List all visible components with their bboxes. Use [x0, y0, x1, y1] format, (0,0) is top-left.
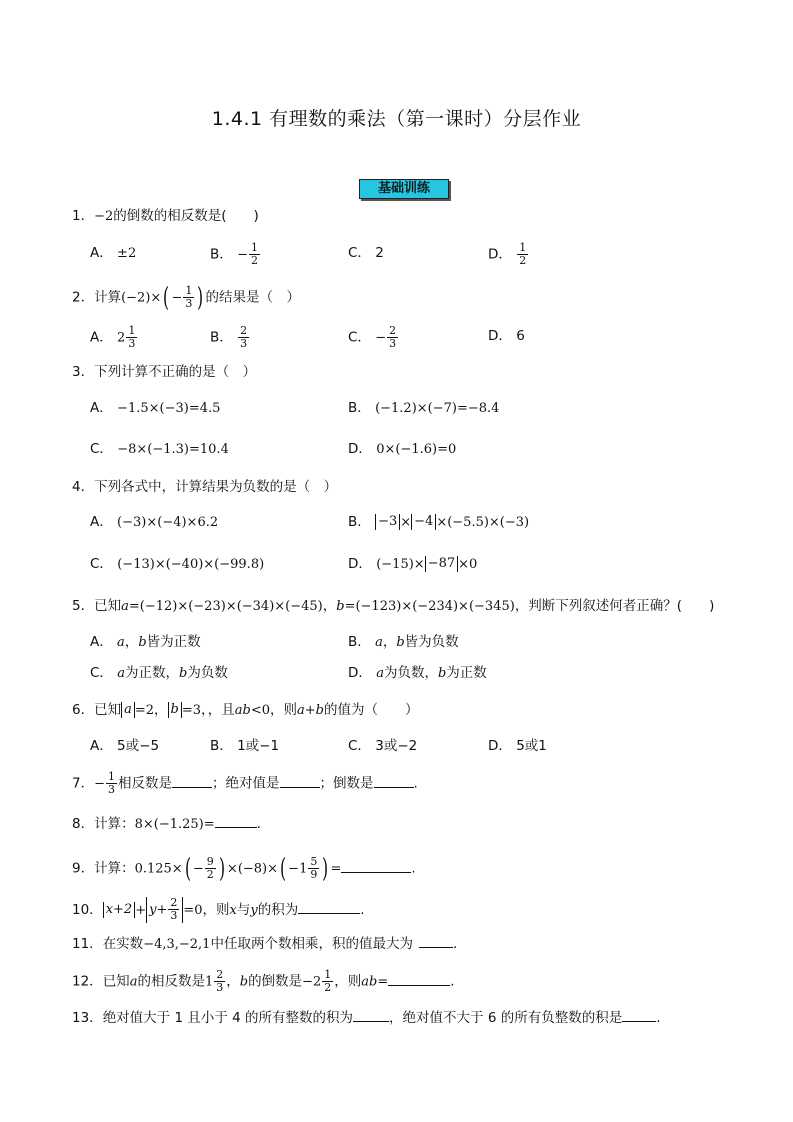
- option-value: (−13)×(−40)×(−99.8): [117, 557, 265, 572]
- answer-blank[interactable]: [172, 773, 212, 788]
- question-text: 中任取两个数相乘，积的值最大为: [210, 936, 413, 952]
- paren-close: ): [322, 853, 329, 884]
- option-value: (−3)×(−4)×6.2: [117, 515, 219, 530]
- variable-a: a: [121, 599, 129, 614]
- question-text: ；绝对值是: [212, 775, 280, 792]
- question-text: 计算: [94, 289, 122, 306]
- punctuation: .: [360, 901, 365, 918]
- option-label: D．: [488, 246, 512, 263]
- q4-option-a[interactable]: [90, 511, 218, 534]
- punctuation: .: [256, 816, 261, 832]
- answer-blank[interactable]: [388, 971, 450, 986]
- numerator: 1: [128, 324, 136, 337]
- math-expr: =3: [181, 703, 202, 718]
- question-7: [72, 771, 418, 796]
- math-expr: =(−123)×(−234)×(−345): [344, 599, 515, 614]
- variable-ab: ab: [234, 703, 251, 718]
- question-12: [72, 969, 455, 994]
- question-number: 10．: [72, 901, 103, 918]
- fraction: [183, 285, 194, 310]
- paren-open: (: [280, 853, 287, 884]
- option-value: −1.5×(−3)=4.5: [117, 401, 221, 416]
- q5-option-a[interactable]: [90, 631, 201, 654]
- math-sign: −: [94, 776, 105, 792]
- math-expr: −4,3,−2,1: [143, 937, 211, 952]
- fraction: [106, 771, 117, 796]
- variable-x: x: [229, 902, 237, 918]
- option-label: C．: [90, 441, 113, 457]
- question-text: ，则: [202, 901, 230, 918]
- denominator: 3: [108, 783, 115, 796]
- variable-a: a: [375, 635, 383, 650]
- question-text: 相反数是: [118, 775, 172, 792]
- q1-option-a[interactable]: [90, 242, 136, 265]
- math-expr: =(−12)×(−23)×(−34)×(−45): [128, 599, 323, 614]
- option-value: 2: [375, 245, 384, 261]
- question-number: 2．: [72, 289, 95, 306]
- question-text: 的值为（ ）: [324, 702, 419, 718]
- math-expr: ×(−8)×: [226, 861, 279, 877]
- abs-value: [146, 897, 183, 923]
- math-sign: −: [171, 290, 183, 306]
- question-text: ，，且: [201, 702, 235, 718]
- fraction: [322, 969, 333, 994]
- option-text: 为负数，: [383, 665, 438, 681]
- option-sign: −: [237, 247, 248, 263]
- punctuation: .: [452, 936, 458, 952]
- abs-value: b: [168, 702, 182, 718]
- question-text: 绝对值大于 1 且小于 4 的所有整数的积为: [102, 1010, 354, 1026]
- fraction: [238, 325, 249, 350]
- question-4: [72, 476, 337, 498]
- question-10: [72, 897, 365, 923]
- math-op: ×: [400, 515, 412, 530]
- q3-option-c[interactable]: [90, 438, 229, 461]
- option-label: D．: [488, 738, 512, 754]
- denominator: 3: [240, 337, 248, 350]
- question-text: 与: [236, 901, 251, 918]
- numerator: 2: [216, 968, 224, 981]
- denominator: 2: [519, 254, 527, 267]
- numerator: 1: [324, 968, 332, 981]
- option-text: 为正数，: [125, 665, 179, 681]
- option-label: B．: [348, 634, 371, 650]
- mixed-whole: 2: [117, 330, 126, 346]
- q4-option-d[interactable]: [348, 553, 477, 576]
- question-13: [72, 1007, 661, 1029]
- punctuation: .: [656, 1010, 661, 1026]
- variable-b: b: [239, 974, 249, 990]
- math-expr: ×0: [458, 557, 478, 572]
- q6-option-a[interactable]: [90, 735, 159, 757]
- option-label: A．: [90, 738, 113, 754]
- question-text: 计算：: [94, 860, 135, 877]
- fraction: [214, 969, 225, 994]
- denominator: 3: [389, 337, 397, 350]
- q5-option-d[interactable]: [348, 662, 487, 685]
- punctuation: .: [450, 973, 455, 990]
- math-expr: y+: [149, 902, 168, 918]
- option-label: D．: [488, 328, 512, 344]
- option-text: 皆为正数: [146, 634, 201, 650]
- math-expr: =0: [183, 902, 203, 918]
- option-value: ±2: [117, 246, 137, 261]
- question-text: ，则: [334, 973, 362, 990]
- question-text: 在实数: [102, 936, 144, 952]
- numerator: 1: [185, 284, 193, 297]
- math-expr: =: [377, 974, 389, 990]
- math-expr: ×(−5.5)×(−3): [436, 515, 530, 530]
- math-sign: −: [192, 861, 204, 877]
- option-text: 皆为负数: [404, 634, 459, 650]
- q1-option-d[interactable]: [488, 242, 529, 267]
- numerator: 1: [250, 241, 258, 254]
- paren-open: (: [163, 282, 170, 313]
- question-number: 1．: [72, 208, 95, 224]
- option-text: 为负数: [187, 665, 228, 681]
- question-6: [72, 699, 419, 722]
- option-value: 6: [516, 328, 525, 344]
- question-number: 8．: [72, 816, 95, 832]
- question-text: ，绝对值不大于 6 的所有负整数的积是: [389, 1010, 623, 1026]
- option-label: A．: [90, 514, 113, 530]
- variable-a: a: [117, 666, 125, 681]
- question-text: 已知: [94, 598, 122, 614]
- option-label: A．: [90, 634, 113, 650]
- answer-blank[interactable]: [341, 858, 411, 873]
- variable-a: a: [129, 974, 138, 990]
- question-text: 已知: [102, 973, 130, 990]
- mixed-whole: −2: [302, 974, 322, 990]
- option-label: B．: [210, 738, 233, 754]
- option-sign: −: [375, 330, 387, 346]
- math-op: +: [135, 902, 147, 918]
- denominator: 2: [206, 868, 214, 881]
- numerator: 9: [206, 855, 214, 868]
- math-expr: −2: [94, 209, 114, 224]
- math-expr: (−15)×: [376, 557, 425, 572]
- denominator: 9: [310, 868, 318, 881]
- question-11: [72, 933, 457, 956]
- option-value: 1或−1: [237, 738, 280, 754]
- question-text: ，则: [270, 702, 298, 718]
- denominator: 3: [170, 909, 178, 922]
- answer-blank[interactable]: [215, 813, 257, 828]
- option-label: D．: [348, 441, 372, 457]
- punctuation: .: [413, 775, 418, 792]
- option-value: 5或1: [516, 738, 547, 754]
- question-8: [72, 813, 261, 836]
- variable-a: a: [117, 635, 125, 650]
- q4-option-c[interactable]: [90, 553, 264, 576]
- q6-option-d[interactable]: [488, 735, 547, 757]
- variable-b: b: [336, 599, 345, 614]
- denominator: 3: [216, 981, 224, 994]
- question-1: [72, 205, 259, 228]
- paren-close: ): [218, 853, 225, 884]
- question-number: 7．: [72, 775, 95, 792]
- option-label: C．: [90, 556, 113, 572]
- punctuation: ，: [124, 634, 139, 650]
- math-expr: =: [330, 861, 342, 877]
- question-9: [72, 853, 416, 884]
- option-value: −8×(−1.3)=10.4: [117, 442, 229, 457]
- option-label: C．: [348, 329, 371, 346]
- q2-option-a[interactable]: [90, 325, 138, 350]
- paren-close: ): [197, 282, 204, 313]
- question-number: 12．: [72, 973, 103, 990]
- answer-blank[interactable]: [622, 1007, 656, 1022]
- variable-a: a: [376, 666, 384, 681]
- numerator: 2: [240, 324, 248, 337]
- question-number: 9．: [72, 860, 95, 877]
- variable-b: b: [179, 666, 188, 681]
- q2-option-b[interactable]: [210, 325, 250, 350]
- option-label: B．: [348, 514, 371, 530]
- question-3: [72, 361, 256, 383]
- answer-blank[interactable]: [280, 773, 320, 788]
- punctuation: .: [411, 860, 416, 877]
- fraction: [249, 242, 260, 267]
- q2-option-d[interactable]: [488, 325, 525, 347]
- question-number: 13．: [72, 1010, 103, 1026]
- abs-value: x+2: [103, 902, 136, 918]
- question-number: 11．: [72, 936, 103, 952]
- answer-blank[interactable]: [374, 773, 414, 788]
- option-value: 0×(−1.6)=0: [376, 442, 457, 457]
- numerator: 2: [170, 896, 178, 909]
- denominator: 2: [250, 254, 258, 267]
- question-text: 下列各式中，计算结果为负数的是（ ）: [94, 479, 338, 495]
- answer-blank[interactable]: [419, 933, 453, 948]
- variable-b: b: [437, 666, 447, 681]
- option-text: 为正数: [446, 665, 487, 681]
- q6-option-b[interactable]: [210, 735, 279, 757]
- math-expr: =2: [134, 703, 155, 718]
- math-expr: 8×(−1.25)=: [134, 817, 215, 832]
- math-expr: (−2)×: [121, 290, 162, 306]
- question-number: 5．: [72, 598, 95, 614]
- punctuation: ，: [322, 598, 337, 614]
- abs-value: −3: [375, 514, 400, 530]
- answer-blank[interactable]: [353, 1007, 389, 1022]
- variable-b: b: [396, 635, 405, 650]
- q1-option-c[interactable]: [348, 242, 384, 264]
- fraction: [517, 242, 528, 267]
- option-label: C．: [348, 245, 371, 261]
- question-text: 的积为: [257, 901, 299, 918]
- fraction: [168, 897, 179, 922]
- option-value: (−1.2)×(−7)=−8.4: [375, 401, 500, 416]
- question-text: ；倒数是: [319, 775, 374, 792]
- option-label: B．: [210, 329, 233, 346]
- question-text: 计算：: [94, 816, 135, 832]
- q2-option-c[interactable]: [348, 325, 399, 350]
- q3-option-d[interactable]: [348, 438, 456, 461]
- q6-option-c[interactable]: [348, 735, 417, 757]
- option-value: 3或−2: [375, 738, 418, 754]
- option-label: A．: [90, 245, 113, 261]
- option-label: D．: [348, 556, 372, 572]
- numerator: 2: [389, 324, 397, 337]
- punctuation: ，: [226, 973, 240, 990]
- option-label: D．: [348, 665, 372, 681]
- math-expr: <0: [250, 703, 271, 718]
- fraction: [205, 856, 216, 881]
- paren-open: (: [184, 853, 191, 884]
- denominator: 3: [128, 337, 136, 350]
- punctuation: ，: [154, 702, 168, 718]
- option-label: A．: [90, 329, 113, 346]
- q5-option-c[interactable]: [90, 662, 228, 685]
- option-label: B．: [210, 246, 233, 263]
- punctuation: ，: [382, 634, 397, 650]
- fraction: [126, 325, 137, 350]
- question-5: [72, 595, 714, 618]
- question-number: 4．: [72, 479, 95, 495]
- abs-value: a: [121, 702, 135, 718]
- option-label: B．: [348, 400, 371, 416]
- question-number: 3．: [72, 364, 95, 380]
- denominator: 2: [324, 981, 332, 994]
- variable-y: y: [250, 902, 258, 918]
- question-text: 下列计算不正确的是（ ）: [94, 364, 257, 380]
- answer-blank[interactable]: [298, 899, 360, 914]
- option-label: A．: [90, 400, 113, 416]
- option-label: C．: [348, 738, 371, 754]
- q3-option-b[interactable]: [348, 397, 499, 420]
- numerator: 1: [519, 241, 527, 254]
- math-expr: 0.125×: [134, 861, 183, 877]
- section-label: 基础训练: [359, 179, 449, 199]
- page-title: 1.4.1 有理数的乘法（第一课时）分层作业: [211, 108, 582, 130]
- mixed-whole: −1: [288, 861, 308, 877]
- mixed-whole: 1: [204, 974, 214, 990]
- question-text: ，判断下列叙述何者正确？( ): [514, 598, 715, 614]
- fraction: [387, 325, 398, 350]
- fraction: [308, 856, 319, 881]
- option-value: 5或−5: [117, 738, 160, 754]
- q4-option-b[interactable]: [348, 511, 529, 534]
- q1-option-b[interactable]: [210, 242, 261, 267]
- question-number: 6．: [72, 702, 95, 718]
- q3-option-a[interactable]: [90, 397, 220, 420]
- numerator: 1: [108, 770, 115, 783]
- question-text: 的倒数的相反数是( ): [113, 208, 259, 224]
- variable-b: b: [138, 635, 147, 650]
- option-label: C．: [90, 665, 113, 681]
- question-2: [72, 282, 301, 313]
- question-text: 的结果是（ ）: [205, 289, 301, 306]
- question-text: 的倒数是: [248, 973, 303, 990]
- denominator: 3: [185, 297, 193, 310]
- variable-sum: a+b: [297, 703, 324, 718]
- abs-value: −87: [425, 556, 458, 572]
- abs-value: −4: [411, 514, 436, 530]
- question-text: 已知: [94, 702, 122, 718]
- question-text: 的相反数是: [137, 973, 205, 990]
- q5-option-b[interactable]: [348, 631, 459, 654]
- variable-ab: ab: [361, 974, 378, 990]
- numerator: 5: [310, 855, 318, 868]
